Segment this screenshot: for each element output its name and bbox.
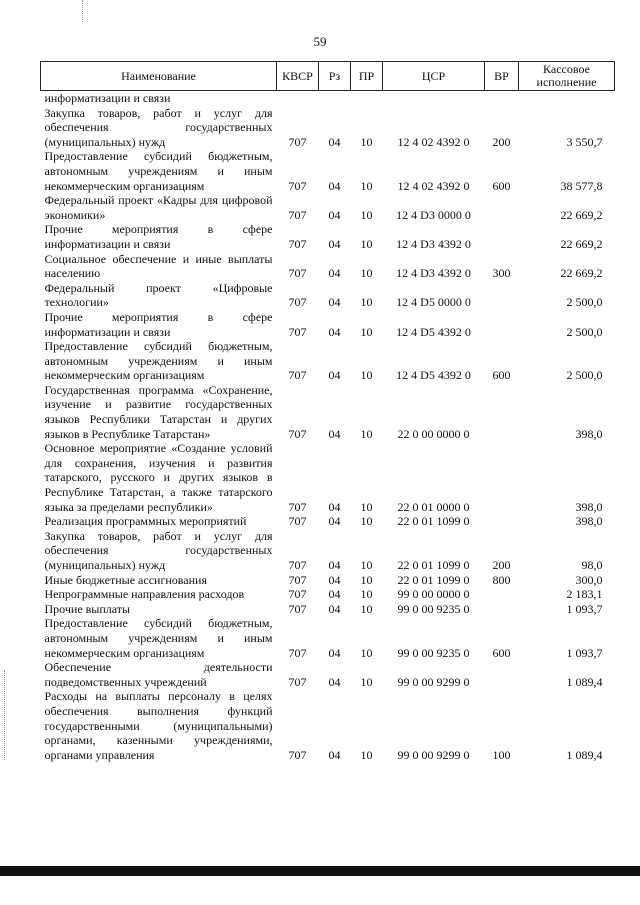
row-kvsr: 707 (288, 558, 307, 572)
table-row (41, 252, 615, 281)
row-pr: 10 (360, 514, 373, 529)
header-pr: ПР (351, 62, 383, 91)
row-pr (351, 91, 383, 106)
row-vr: 300 (492, 266, 511, 281)
row-name: Предоставление субсидий бюджетным, автономным учреждениям и иным некоммерческим организациям (44, 339, 273, 383)
table-row (41, 616, 615, 660)
row-pr: 10 (360, 601, 373, 616)
row-name: Предоставление субсидий бюджетным, автономным учреждениям и иным некоммерческим организациям (44, 149, 273, 193)
row-vr (485, 310, 519, 339)
row-vr (485, 281, 519, 310)
table-row (41, 281, 615, 310)
row-csr: 22 0 01 1099 0 (397, 558, 470, 572)
row-rz: 04 (328, 587, 341, 602)
row-pr: 10 (360, 324, 373, 339)
row-name: Государственная программа «Сохранение, изучение и развитие государственных языков Республики Татарстан и других языков в Республике Татарстан» (44, 382, 273, 441)
row-pr: 10 (360, 178, 373, 193)
row-rz (319, 91, 351, 106)
row-amount: 2 500,0 (566, 324, 603, 339)
row-amount: 398,0 (575, 514, 603, 529)
row-vr (485, 383, 519, 441)
row-amount: 1 089,4 (566, 674, 603, 689)
row-vr (485, 514, 519, 529)
row-name: Прочие выплаты (44, 601, 131, 616)
row-csr (383, 91, 485, 106)
row-kvsr: 707 (288, 236, 307, 251)
row-csr: 12 4 02 4392 0 (397, 178, 470, 193)
row-rz: 04 (328, 747, 341, 762)
row-csr: 99 0 00 0000 0 (397, 587, 470, 602)
row-amount: 2 500,0 (566, 368, 603, 383)
row-vr (485, 193, 519, 222)
row-vr: 600 (492, 178, 511, 193)
row-csr: 12 4 D5 4392 0 (396, 368, 471, 383)
row-kvsr: 707 (288, 295, 307, 310)
row-pr: 10 (360, 236, 373, 251)
header-name: Наименование (41, 62, 277, 91)
row-rz: 04 (328, 207, 341, 222)
row-vr (485, 222, 519, 251)
header-kvsr: КВСР (277, 62, 319, 91)
row-kvsr: 707 (288, 134, 307, 149)
row-csr: 12 4 D3 4392 0 (396, 236, 471, 251)
header-vr: ВР (485, 62, 519, 91)
row-kvsr: 707 (288, 587, 307, 602)
row-kvsr: 707 (288, 674, 307, 689)
table-row (41, 106, 615, 150)
row-kvsr: 707 (288, 426, 307, 441)
row-rz: 04 (328, 324, 341, 339)
row-kvsr: 707 (288, 572, 307, 587)
header-amount-line1: Кассовое (543, 62, 590, 76)
row-name: Закупка товаров, работ и услуг для обеспечения государственных (муниципальных) нужд (44, 105, 273, 149)
row-vr: 800 (492, 572, 511, 587)
row-pr: 10 (360, 368, 373, 383)
row-kvsr: 707 (288, 514, 307, 529)
table-row (41, 602, 615, 617)
row-rz: 04 (328, 572, 341, 587)
table-row (41, 91, 615, 106)
row-amount: 2 183,1 (566, 587, 603, 602)
row-amount: 22 669,2 (560, 207, 603, 222)
row-pr: 10 (360, 747, 373, 762)
row-rz: 04 (328, 178, 341, 193)
scan-mark (4, 670, 5, 760)
table-row (41, 149, 615, 193)
row-rz: 04 (328, 266, 341, 281)
row-csr: 99 0 00 9299 0 (397, 674, 470, 689)
row-kvsr (277, 91, 319, 106)
row-name: Федеральный проект «Кадры для цифровой экономики» (44, 193, 273, 222)
row-csr: 12 4 D5 4392 0 (396, 324, 471, 339)
row-rz: 04 (328, 645, 341, 660)
row-csr: 12 4 D5 0000 0 (396, 295, 471, 310)
row-pr: 10 (360, 295, 373, 310)
row-csr: 22 0 01 1099 0 (397, 514, 470, 529)
row-csr: 22 0 00 0000 0 (397, 426, 470, 441)
row-name: Предоставление субсидий бюджетным, автономным учреждениям и иным некоммерческим организациям (44, 616, 273, 660)
row-name: Основное мероприятие «Создание условий для сохранения, изучения и развития татарского, русского и других языков в Республике Татарстан, а также татарского языка за пределами республики» (44, 441, 273, 514)
row-pr: 10 (360, 645, 373, 660)
row-kvsr: 707 (288, 207, 307, 222)
row-amount: 22 669,2 (560, 236, 603, 251)
table-row (41, 689, 615, 762)
scan-bottom-bar (0, 866, 640, 876)
scan-mark (82, 0, 83, 22)
row-kvsr: 707 (288, 178, 307, 193)
row-kvsr: 707 (288, 601, 307, 616)
row-pr: 10 (360, 207, 373, 222)
row-kvsr: 707 (288, 266, 307, 281)
row-amount: 98,0 (581, 558, 603, 572)
row-vr: 600 (492, 645, 511, 660)
row-kvsr: 707 (288, 645, 307, 660)
row-vr: 600 (492, 368, 511, 383)
table-row (41, 310, 615, 339)
row-name: Расходы на выплаты персоналу в целях обеспечения выполнения функций государственными (муниципальными) органами, казенными учреждениями, органами управления (44, 689, 273, 762)
row-pr: 10 (360, 674, 373, 689)
table-header-row (41, 62, 615, 91)
table-row (41, 441, 615, 514)
row-name: Прочие мероприятия в сфере информатизации и связи (44, 309, 273, 339)
header-amount (519, 62, 615, 91)
table-row (41, 222, 615, 251)
row-rz: 04 (328, 134, 341, 149)
row-amount: 1 093,7 (566, 645, 603, 660)
row-name: Закупка товаров, работ и услуг для обеспечения государственных (муниципальных) нужд (44, 528, 273, 572)
table-row (41, 514, 615, 529)
row-name: Федеральный проект «Цифровые технологии» (44, 280, 273, 310)
row-pr: 10 (360, 558, 373, 572)
row-vr (485, 660, 519, 689)
row-name: Прочие мероприятия в сфере информатизации и связи (44, 222, 273, 251)
budget-table (40, 61, 615, 762)
table-row (41, 587, 615, 602)
row-rz: 04 (328, 295, 341, 310)
row-vr (485, 587, 519, 602)
table-row (41, 529, 615, 573)
row-kvsr: 707 (288, 324, 307, 339)
row-csr: 22 0 01 1099 0 (397, 572, 470, 587)
table-row (41, 383, 615, 441)
row-pr: 10 (360, 426, 373, 441)
row-vr: 200 (492, 558, 511, 572)
row-name: Непрограммные направления расходов (44, 587, 245, 602)
row-csr: 12 4 D3 0000 0 (396, 207, 471, 222)
row-name: Иные бюджетные ассигнования (44, 572, 207, 587)
row-rz: 04 (328, 601, 341, 616)
header-csr: ЦСР (383, 62, 485, 91)
row-rz: 04 (328, 514, 341, 529)
row-rz: 04 (328, 558, 341, 572)
row-amount (519, 91, 615, 106)
row-csr: 99 0 00 9235 0 (397, 645, 470, 660)
row-rz: 04 (328, 674, 341, 689)
row-csr: 12 4 D3 4392 0 (396, 266, 471, 281)
header-rz: Рз (319, 62, 351, 91)
table-row (41, 573, 615, 588)
row-name: Обеспечение деятельности подведомственных учреждений (44, 660, 273, 689)
header-amount-line2: исполнение (536, 75, 597, 89)
row-csr: 99 0 00 9235 0 (397, 601, 470, 616)
row-name: Социальное обеспечение и иные выплаты населению (44, 251, 273, 281)
row-pr: 10 (360, 266, 373, 281)
row-rz: 04 (328, 236, 341, 251)
row-amount: 1 093,7 (566, 601, 603, 616)
row-pr: 10 (360, 499, 373, 514)
row-name: информатизации и связи (44, 91, 171, 105)
row-name: Реализация программных мероприятий (44, 514, 247, 529)
row-amount: 300,0 (575, 572, 603, 587)
page-number: 59 (313, 34, 327, 49)
row-amount: 2 500,0 (566, 295, 603, 310)
row-vr: 200 (492, 134, 511, 149)
row-csr: 22 0 01 0000 0 (397, 499, 470, 514)
table-row (41, 193, 615, 222)
row-kvsr: 707 (288, 747, 307, 762)
table-row (41, 660, 615, 689)
row-vr (485, 91, 519, 106)
row-pr: 10 (360, 572, 373, 587)
row-kvsr: 707 (288, 499, 307, 514)
row-pr: 10 (360, 134, 373, 149)
row-amount: 22 669,2 (560, 266, 603, 281)
row-rz: 04 (328, 499, 341, 514)
row-csr: 99 0 00 9299 0 (397, 747, 470, 762)
row-vr (485, 441, 519, 514)
row-vr: 100 (492, 747, 511, 762)
row-amount: 3 550,7 (566, 134, 603, 149)
row-kvsr: 707 (288, 368, 307, 383)
row-csr: 12 4 02 4392 0 (397, 134, 470, 149)
row-rz: 04 (328, 426, 341, 441)
row-amount: 398,0 (575, 499, 603, 514)
row-amount: 38 577,8 (560, 178, 603, 193)
row-amount: 398,0 (575, 426, 603, 441)
row-rz: 04 (328, 368, 341, 383)
table-row (41, 339, 615, 383)
row-pr: 10 (360, 587, 373, 602)
row-amount: 1 089,4 (566, 747, 603, 762)
row-vr (485, 602, 519, 617)
